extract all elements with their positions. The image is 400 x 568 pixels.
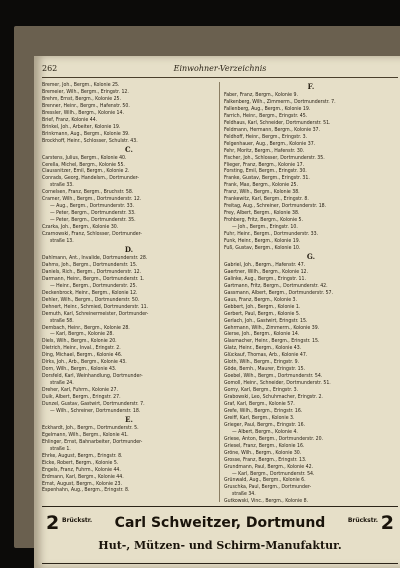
directory-entry: Dorn, Wilh., Bergm., Kolonie 43. [42,366,117,373]
directory-entry: Ernst, August, Bergm., Kolonie 23. [42,480,122,487]
directory-entry: Brockhoff, Heinr., Schlosser, Schulstr. 43. [42,137,138,144]
directory-entry: Dreher, Karl, Fuhrm., Kolonie 27. [42,387,118,394]
directory-entry: Dahms, Joh., Bergm., Dortmunderstr. 15. [42,261,138,268]
directory-entry: Dernbach, Heinr., Bergm., Kolonie 28. [42,324,130,331]
section-letter: E. [125,414,133,424]
directory-entry: Gartmann, Fritz, Bergm., Dortmunderstr. 42. [224,282,328,289]
directory-entry: Farrich, Heinr., Bergm., Eringstr. 45. [224,112,308,119]
directory-entry: — Wilh., Schreiner, Dortmunderstr. 18. [50,407,141,414]
directory-entry: Diels, Wilh., Bergm., Kolonie 20. [42,338,117,345]
directory-entry: — Heinr., Bergm., Dortmunderstr. 25. [50,282,138,289]
directory-entry: Grieger, Paul, Bergm., Eringstr. 16. [224,421,306,428]
section-letter: G. [306,251,316,261]
directory-entry: Conrads, Georg, Handelsm., Dortmunder- [42,175,139,182]
directory-entry: — Karl, Bergm., Kolonie 28. [50,331,114,338]
directory-entry: Frohberg, Fritz, Bergm., Kolonie 5. [224,217,303,224]
directory-entry: Griesel, Franz, Bergm., Kolonie 16. [224,442,305,449]
directory-entry: Duik, Albert, Bergm., Eringstr. 27. [42,394,121,401]
running-head-title: Einwohner-Verzeichnis [173,64,267,73]
ad-street-right: Brückstr. [347,517,378,524]
directory-entry: Engels, Franz, Fuhrm., Kolonie 44. [42,466,121,473]
directory-entry: Gassmann, Albert, Bergm., Dortmunderstr. 57. [224,289,334,296]
directory-entry: Dunzel, Gustav, Gastwirt, Dortmunderstr. 7. [42,400,145,407]
directory-entry: Eckhardt, Joh., Bergm., Dortmunderstr. 5. [42,424,139,431]
directory-entry: Freitag, Aug., Schreiner, Dortmunderstr. 18. [224,203,327,210]
directory-entry: Fischer, Joh., Schlosser, Dortmunderstr. 35. [224,154,325,161]
column-divider [219,82,220,502]
directory-entry: Greiff, Karl, Bergm., Kolonie 3. [224,414,295,421]
directory-entry: Glasmacher, Heinr., Bergm., Eringstr. 15. [224,338,320,345]
advertisement-row [42,513,398,533]
directory-entry: Erdmann, Karl, Bergm., Kolonie 44. [42,473,124,480]
directory-entry: Fuhr, Heinr., Bergm., Dortmunderstr. 33. [224,231,319,238]
directory-entry: straße 34. [232,491,256,498]
directory-entry: Feldhaus, Karl, Schneider, Dortmunderstr. 51. [224,119,331,126]
directory-entry: Glatz, Heinr., Bergm., Kolonie 43. [224,345,302,352]
directory-entry: Felgenhauer, Aug., Bergm., Kolonie 37. [224,140,316,147]
directory-entry: Brinkel, Joh., Arbeiter, Kolonie 19. [42,123,121,130]
section-letter: C. [125,144,133,154]
advertisement [42,506,398,564]
directory-entry: Dehler, Wilh., Bergm., Dortmunderstr. 50. [42,296,140,303]
directory-entry: — Aug., Bergm., Dortmunderstr. 33. [50,203,135,210]
directory-entry: Frank, Max, Bergm., Kolonie 25. [224,182,299,189]
header-rule [42,77,398,78]
directory-entry: Frankewitz, Karl, Bergm., Eringstr. 8. [224,196,309,203]
directory-entry: Gröne, Wilh., Bergm., Kolonie 30. [224,449,302,456]
directory-entry: Ehlinger, Ernst, Bahnarbeiter, Dortmunder- [42,438,143,445]
right-column [224,82,398,505]
directory-entry: Glückauf, Thomas, Arb., Kolonie 47. [224,352,308,359]
directory-entry: Dahlmann, Ant., Invalide, Dortmunderstr. 28. [42,254,148,261]
directory-entry: — Karl, Bergm., Dortmunderstr. 54. [232,470,315,477]
section-letter: F. [307,82,315,91]
directory-entry: — Albert, Bergm., Kolonie 4. [232,428,298,435]
directory-entry: Gutkowski, Vinc., Bergm., Kolonie 8. [224,498,309,505]
ad-house-number-right: 2 [380,512,394,534]
ad-tagline: Hut-, Mützen- und Schirm-Manufaktur. [98,539,342,552]
ad-house-number-left: 2 [46,512,60,534]
directory-entry: Ehrke, August, Bergm., Eringstr. 8. [42,452,123,459]
directory-entry: Claussnitzer, Emil, Bergm., Kolonie 2. [42,168,130,175]
directory-entry: Gomoll, Heinr., Schneider, Dortmunderstr. 51. [224,380,331,387]
directory-entry: straße 13. [50,238,74,245]
directory-entry: Gerbert, Paul, Bergm., Kolonie 5. [224,310,301,317]
directory-entry: Galinke, Aug., Bergm., Eringstr. 11. [224,275,306,282]
directory-entry: Faber, Franz, Bergm., Kolonie 9. [224,92,298,98]
directory-entry: Feldhoff, Heinr., Bergm., Eringstr. 3. [224,133,308,140]
page-number: 262 [42,64,58,73]
directory-entry: Cerella, Michel, Bergm., Kolonie 55. [42,161,125,168]
directory-entry: Dorsfeld, Karl, Weinhandlung, Dortmunder- [42,373,143,380]
directory-entry: straße 1. [50,445,71,452]
directory-entry: Grünwald, Aug., Bergm., Kolonie 6. [224,477,306,484]
directory-entry: Grabowski, Leo, Schuhmacher, Eringstr. 2. [224,394,323,401]
directory-entry: Gaus, Franz, Bergm., Kolonie 3. [224,296,298,303]
directory-entry: Gebbert, Joh., Bergm., Kolonie 1. [224,303,301,310]
document-page [34,56,400,568]
directory-entry: Franke, Gustav, Bergm., Eringstr. 31. [224,175,310,182]
directory-entry: Goebel, Wilh., Bergm., Dortmunderstr. 54. [224,373,323,380]
directory-entry: Graf, Karl, Bergm., Kolonie 57. [224,400,295,407]
directory-entry: Franz, Wilh., Bergm., Kolonie 38. [224,189,300,196]
section-letter: D. [124,244,134,254]
directory-entry: Brenner, Heinr., Bergm., Hafenstr. 50. [42,102,130,109]
directory-entry: Deckenbrock, Heinr., Bergm., Kolonie 12. [42,289,138,296]
directory-entry: Göde, Bernh., Maurer, Eringstr. 15. [224,366,306,373]
directory-entry: Gabriel, Joh., Bergm., Hafenstr. 47. [224,261,306,268]
directory-entry: Ding, Michael, Bergm., Kolonie 46. [42,352,123,359]
ad-company-name: Carl Schweitzer, Dortmund [114,515,326,531]
running-head [42,64,398,76]
directory-entry: Daniels, Rich., Bergm., Dortmunderstr. 12. [42,268,142,275]
directory-entry: Cramer, Wilh., Bergm., Dortmunderstr. 12. [42,196,142,203]
directory-entry: — Joh., Bergm., Eringstr. 10. [232,224,298,231]
directory-entry: — Peter, Bergm., Dortmunderstr. 35. [50,217,136,224]
directory-entry: Demuth, Karl, Schreinermeister, Dortmunder- [42,310,149,317]
directory-entry: — Peter, Bergm., Dortmunderstr. 33. [50,210,136,217]
directory-entry: Darmann, Heinr., Bergm., Dortmunderstr. 1. [42,275,145,282]
directory-entry: Bressler, Wilh., Bergm., Kolonie 14. [42,109,124,116]
directory-entry: straße 24. [50,380,74,387]
directory-entry: Brehm, Ernst, Bergm., Kolonie 25. [42,95,121,102]
left-column [42,82,216,494]
directory-entry: Gaertner, Wilh., Bergm., Kolonie 12. [224,268,308,275]
directory-entry: Funk, Heinr., Bergm., Kolonie 19. [224,238,301,245]
directory-entry: Bremer, Joh., Bergm., Kolonie 25. [42,82,120,88]
directory-entry: Brinkmann, Aug., Bergm., Kolonie 39. [42,130,130,137]
directory-entry: Forsting, Emil, Bergm., Eringstr. 30. [224,168,307,175]
directory-entry: Bremeier, Wilh., Bergm., Eringstr. 12. [42,88,129,95]
directory-entry: Flieger, Franz, Bergm., Kolonie 17. [224,161,305,168]
directory-entry: Czarnowski, Franz, Schlosser, Dortmunder- [42,231,142,238]
directory-entry: Grefe, Wilh., Bergm., Eringstr. 16. [224,407,303,414]
directory-entry: Dehnert, Heinr., Schmied, Dortmunderstr. 11. [42,303,149,310]
directory-entry: Fuß, Gustav, Bergm., Kolonie 10. [224,244,301,251]
directory-entry: Eicke, Robert, Bergm., Kolonie 5. [42,459,119,466]
directory-entry: Egelmann, Wilh., Bergm., Kolonie 41. [42,431,129,438]
directory-entry: straße 33. [50,182,74,189]
directory-entry: Gruschka, Paul, Bergm., Dortmunder- [224,484,312,491]
directory-entry: Gehrmann, Wilh., Zimmerm., Kolonie 39. [224,324,320,331]
directory-entry: Gierse, Joh., Bergm., Kolonie 14. [224,331,300,338]
directory-entry: Feldmann, Hermann, Bergm., Kolonie 37. [224,126,321,133]
directory-entry: Falkenberg, Wilh., Zimmerm., Dortmunderstr. 7. [224,98,336,105]
directory-entry: Gorny, Karl, Bergm., Eringstr. 3. [224,387,299,394]
directory-entry: Czarka, Joh., Bergm., Kolonie 30. [42,224,119,231]
directory-entry: Dietrich, Heinr., Inval., Eringstr. 2. [42,345,121,352]
ad-street-left: Brückstr. [62,517,93,524]
directory-entry: straße 58. [50,317,74,324]
directory-entry: Cornelsen, Franz, Bergm., Bruchstr. 58. [42,189,134,196]
directory-entry: Gerlach, Joh., Gastwirt, Eringstr. 15. [224,317,308,324]
directory-entry: Grundmann, Paul, Bergm., Kolonie 42. [224,463,314,470]
directory-entry: Grosse, Franz, Bergm., Eringstr. 13. [224,456,307,463]
directory-entry: Dirks, Joh., Arb., Bergm., Kolonie 43. [42,359,127,366]
directory-entry: Fallenberg, Aug., Bergm., Kolonie 19. [224,105,311,112]
directory-entry: Griese, Anton, Bergm., Dortmunderstr. 20. [224,435,324,442]
directory-entry: Espenhahn, Aug., Bergm., Eringstr. 8. [42,487,130,494]
directory-entry: Gloth, Wilh., Bergm., Eringstr. 9. [224,359,300,366]
directory-entry: Fehr, Moritz, Bergm., Hafenstr. 30. [224,147,305,154]
book-binding [14,26,400,552]
directory-entry: Frey, Albert, Bergm., Kolonie 38. [224,210,300,217]
directory-entry: Carstens, Julius, Bergm., Kolonie 40. [42,154,127,161]
directory-entry: Brief, Franz, Kolonie 44. [42,116,98,123]
